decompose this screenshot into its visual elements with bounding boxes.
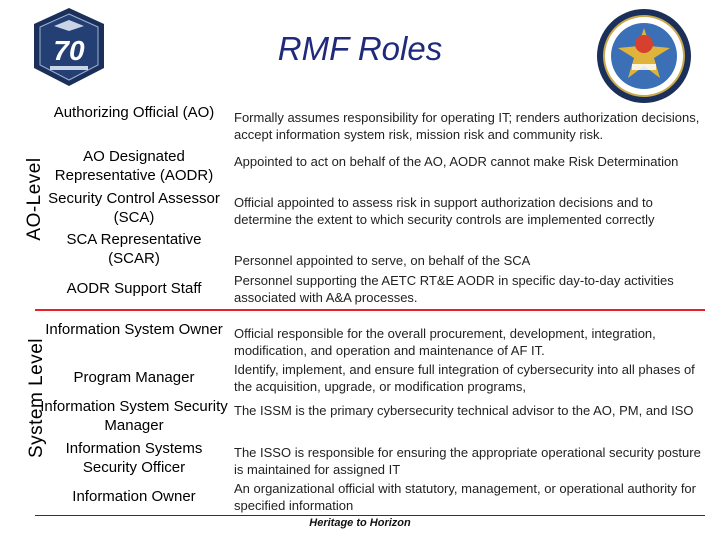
role-description: Personnel supporting the AETC RT&E AODR in specific day-to-day activities associated with A&A processes. (234, 273, 674, 305)
ao-level-label: AO-Level (24, 157, 45, 241)
role-name: Information System Owner (45, 321, 223, 338)
role-description: Formally assumes responsibility for operating IT; renders authorization decisions, accept information system risk, mission risk and community risk. (234, 110, 700, 142)
role-description: Identify, implement, and ensure full integration of cybersecurity into all phases of the acquisition, upgrade, or modification programs, (234, 362, 695, 394)
role-description: Official appointed to assess risk in support authorization decisions and to determine the extent to which security controls are implemented correctly (234, 195, 655, 227)
role-name: SCA Representative (SCAR) (66, 231, 202, 267)
role-name: Program Manager (73, 369, 195, 386)
role-name: Information System Security Manager (40, 398, 228, 434)
role-name: Information Systems Security Officer (65, 440, 203, 476)
emblem-number: 70 (53, 35, 85, 66)
role-description: Personnel appointed to serve, on behalf of the SCA (234, 253, 531, 268)
footer-tagline: Heritage to Horizon (309, 517, 411, 529)
role-name: Authorizing Official (AO) (53, 104, 215, 121)
footer-rule (35, 515, 705, 516)
role-name: AODR Support Staff (66, 280, 202, 297)
role-name: Information Owner (72, 488, 196, 505)
role-description: An organizational official with statutory, management, or operational authority for specified information (234, 481, 696, 513)
air-force-70th-emblem-icon (28, 6, 110, 88)
role-description: Official responsible for the overall procurement, development, integration, modification, and operation and maintenance of AF IT. (234, 326, 656, 358)
aetc-command-seal-icon (594, 6, 694, 106)
system-level-label: System Level (26, 337, 47, 459)
role-description: Appointed to act on behalf of the AO, AODR cannot make Risk Determination (234, 154, 679, 169)
level-divider (35, 309, 705, 311)
role-description: The ISSM is the primary cybersecurity technical advisor to the AO, PM, and ISO (234, 403, 694, 418)
role-description: The ISSO is responsible for ensuring the appropriate operational security posture is maintained for assigned IT (234, 445, 701, 477)
slide-title: RMF Roles (277, 30, 443, 67)
role-name: Security Control Assessor (SCA) (48, 190, 220, 226)
role-name: AO Designated Representative (AODR) (54, 148, 214, 184)
